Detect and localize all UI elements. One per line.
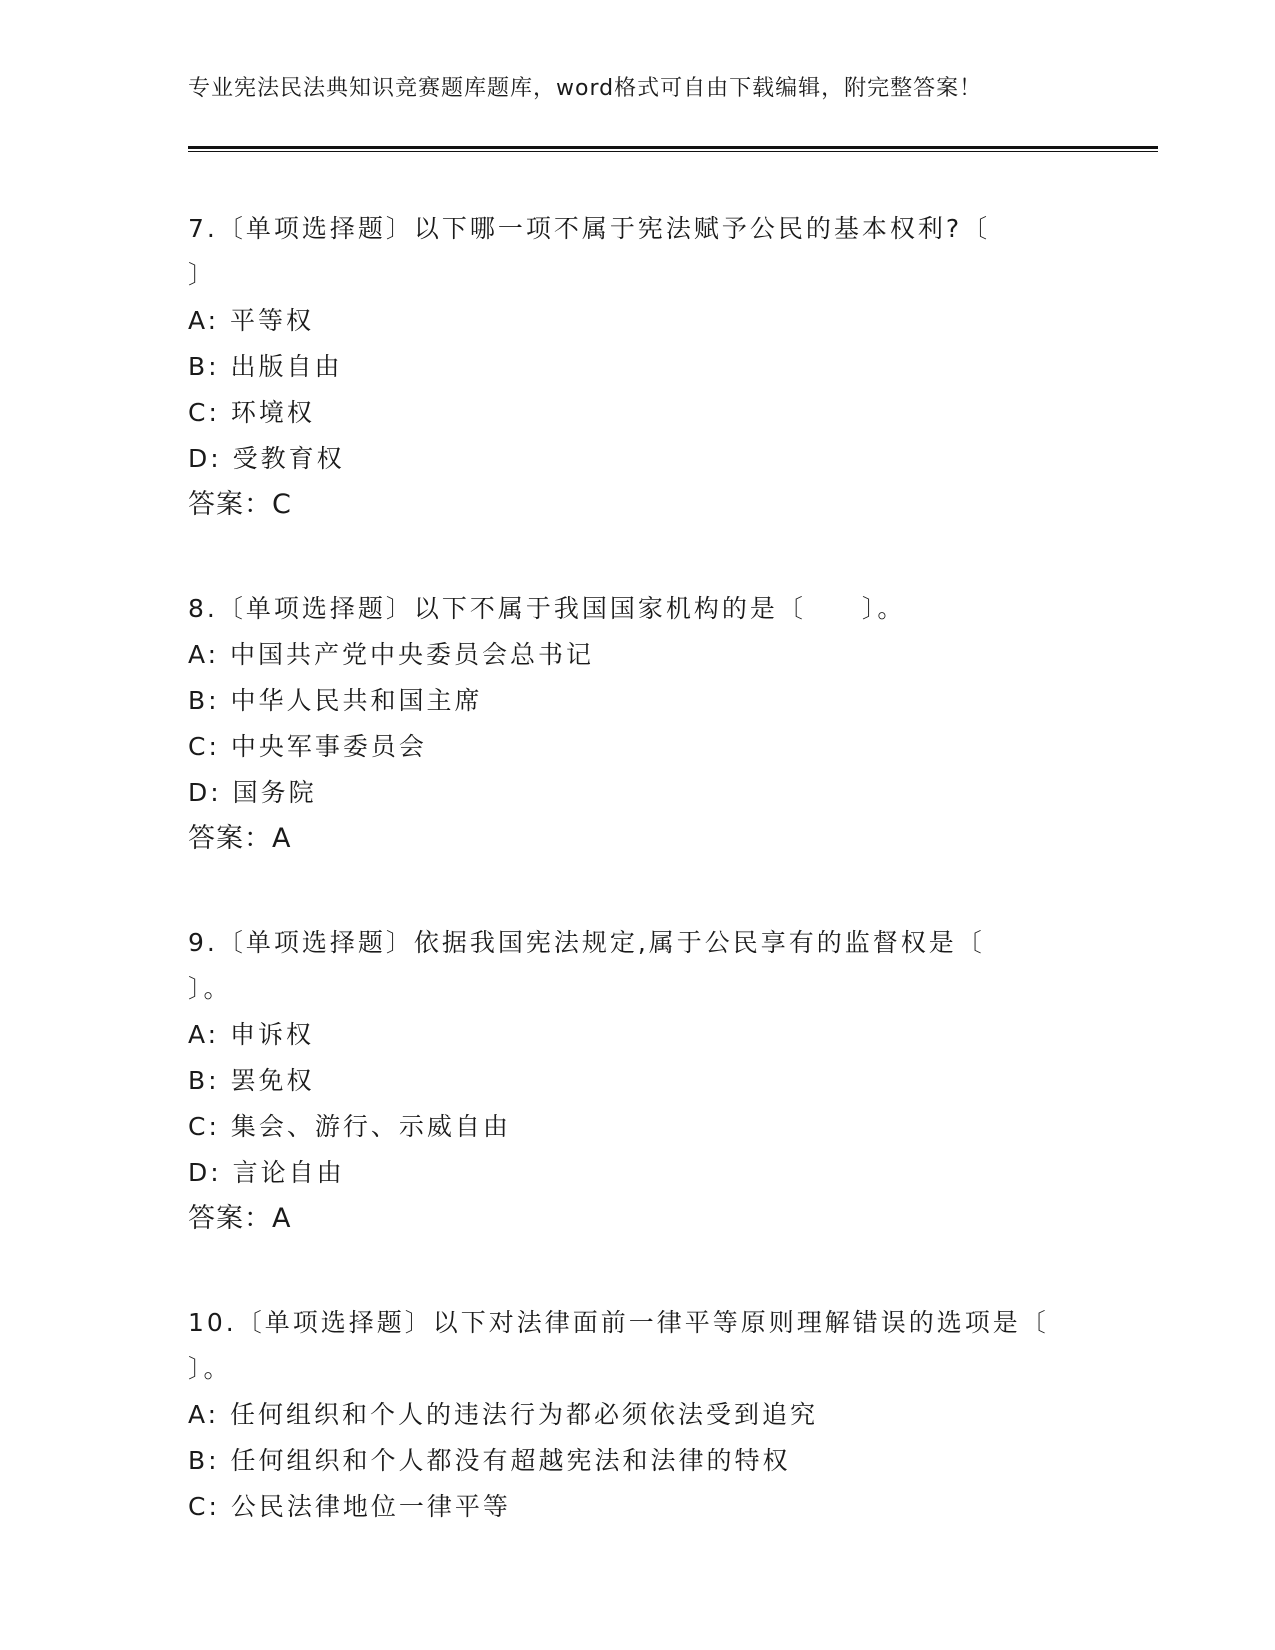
question-8: [188, 586, 1088, 862]
header-rule-thick: [188, 146, 1158, 149]
option-a: A: 中国共产党中央委员会总书记: [188, 640, 595, 669]
header-rule-thin: [188, 151, 1158, 152]
option-d: D: 受教育权: [188, 444, 345, 473]
option-a: A: 任何组织和个人的违法行为都必须依法受到追究: [188, 1400, 819, 1429]
answer: 答案：A: [188, 823, 292, 854]
question-list: [188, 206, 1088, 1588]
question-10: [188, 1300, 1088, 1530]
option-b: B: 中华人民共和国主席: [188, 686, 483, 715]
option-b: B: 出版自由: [188, 352, 343, 381]
option-d: D: 言论自由: [188, 1158, 345, 1187]
option-a: A: 申诉权: [188, 1020, 315, 1049]
question-stem-continuation: 〕。: [188, 1354, 232, 1383]
question-stem-continuation: 〕: [188, 260, 217, 289]
question-stem: 10.〔单项选择题〕以下对法律面前一律平等原则理解错误的选项是〔: [188, 1308, 1049, 1337]
question-stem: 8.〔单项选择题〕以下不属于我国国家机构的是〔 〕。: [188, 594, 906, 623]
question-9: [188, 920, 1088, 1242]
question-7: [188, 206, 1088, 528]
option-a: A: 平等权: [188, 306, 315, 335]
question-stem: 9.〔单项选择题〕依据我国宪法规定,属于公民享有的监督权是〔: [188, 928, 985, 957]
answer: 答案：A: [188, 1203, 292, 1234]
option-c: C: 公民法律地位一律平等: [188, 1492, 511, 1521]
option-c: C: 中央军事委员会: [188, 732, 427, 761]
page-header: 专业宪法民法典知识竞赛题库题库，word格式可自由下载编辑，附完整答案！: [188, 76, 983, 101]
option-d: D: 国务院: [188, 778, 317, 807]
option-b: B: 罢免权: [188, 1066, 315, 1095]
question-stem: 7.〔单项选择题〕以下哪一项不属于宪法赋予公民的基本权利?〔: [188, 214, 991, 243]
option-c: C: 集会、游行、示威自由: [188, 1112, 511, 1141]
option-b: B: 任何组织和个人都没有超越宪法和法律的特权: [188, 1446, 791, 1475]
question-stem-continuation: 〕。: [188, 974, 232, 1003]
option-c: C: 环境权: [188, 398, 315, 427]
answer: 答案：C: [188, 489, 292, 520]
